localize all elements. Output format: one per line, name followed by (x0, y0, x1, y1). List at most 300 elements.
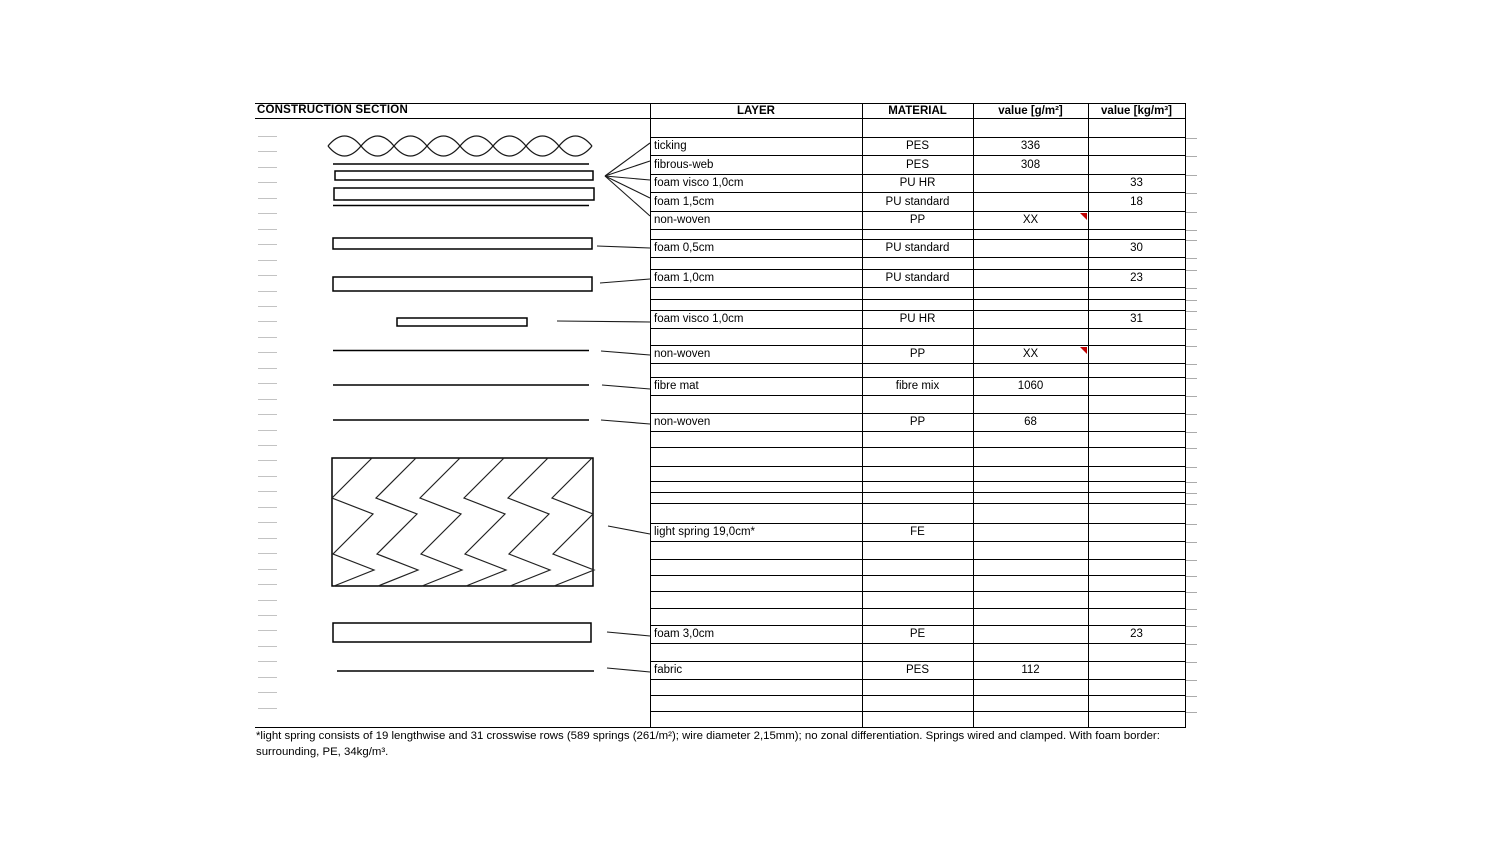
value-g-cell (973, 300, 1088, 310)
col-divider-1 (862, 103, 863, 728)
gridline-stub (258, 383, 277, 384)
table-row-empty (650, 482, 1185, 493)
comment-marker-icon (1080, 347, 1087, 354)
material-cell: PES (905, 159, 929, 171)
gridline-stub (1186, 311, 1197, 312)
value-kg-cell (1088, 364, 1185, 377)
gridline-stub (258, 275, 277, 276)
layer-cell (650, 288, 862, 299)
leader-line-foam-30 (607, 632, 650, 636)
gridline-stub (1186, 300, 1197, 301)
gridline-stub (1186, 626, 1197, 627)
layer-cell (650, 448, 862, 466)
value-kg-cell (1088, 696, 1185, 711)
value-g-cell (973, 240, 1088, 257)
value-kg-cell (1088, 414, 1185, 431)
value-kg-cell (1088, 258, 1185, 269)
material-cell (862, 448, 973, 466)
leader-line-fabric (607, 668, 650, 672)
value-g-cell: 112 (1021, 664, 1040, 676)
gridline-stub (258, 213, 277, 214)
gridline-stub (1186, 378, 1197, 379)
gridline-stub (1186, 662, 1197, 663)
material-cell (862, 609, 973, 625)
table-row-empty (650, 609, 1185, 626)
material-cell: PU standard (885, 242, 950, 254)
table-row-empty (650, 364, 1185, 378)
gridline-stub (1186, 346, 1197, 347)
layer-cell: foam visco 1,0cm (654, 177, 744, 189)
gridline-stub (1186, 288, 1197, 289)
value-g-cell: 1060 (1017, 380, 1044, 392)
layer-cell: foam 1,0cm (654, 272, 715, 284)
material-cell (862, 576, 973, 591)
value-kg-cell (1088, 448, 1185, 466)
table-row-empty (650, 504, 1185, 524)
gridline-stub (258, 677, 277, 678)
gridline-stub (258, 630, 277, 631)
col-divider-2 (973, 103, 974, 728)
value-kg-cell (1088, 288, 1185, 299)
value-g-cell (973, 230, 1088, 239)
gridline-stub (1186, 576, 1197, 577)
gridline-stub (258, 507, 277, 508)
gridline-stub (258, 352, 277, 353)
layer-cell (650, 696, 862, 711)
spring-box (332, 458, 593, 586)
value-g-cell (973, 467, 1088, 481)
value-g-cell (973, 560, 1088, 575)
table-row (650, 414, 1185, 432)
column-header-material: MATERIAL (888, 105, 947, 117)
spring-zigzag (376, 458, 418, 586)
gridline-stub (258, 182, 277, 183)
table-row-empty (650, 696, 1185, 712)
material-cell (862, 230, 973, 239)
table-row (650, 193, 1185, 212)
value-kg-cell (1088, 230, 1185, 239)
gridline-stub (258, 136, 277, 137)
foam-10-rect (333, 277, 592, 291)
gridline-stub (1186, 696, 1197, 697)
material-cell: PU standard (885, 272, 950, 284)
gridline-stub (258, 337, 277, 338)
table-row (650, 311, 1185, 329)
layer-cell (650, 609, 862, 625)
table-row-empty (650, 288, 1185, 300)
value-kg-cell (1088, 119, 1185, 137)
spring-zigzag (508, 458, 550, 586)
gridline-stub (258, 600, 277, 601)
gridline-stub (258, 244, 277, 245)
leader-line-ticking (605, 143, 650, 176)
gridline-stub (1186, 364, 1197, 365)
leader-line-foam-visco-2 (557, 321, 650, 322)
layer-cell (650, 576, 862, 591)
value-kg-cell: 23 (1130, 272, 1143, 284)
value-kg-cell (1088, 212, 1185, 229)
leader-line-foam-15 (605, 176, 650, 198)
layer-cell (650, 542, 862, 559)
leader-line-foam-10 (600, 279, 650, 283)
spring-zigzag (552, 458, 594, 586)
material-cell (862, 493, 973, 503)
gridline-stub (1186, 542, 1197, 543)
gridline-stub (1186, 138, 1197, 139)
material-cell: PU HR (899, 313, 936, 325)
gridline-stub (258, 198, 277, 199)
gridline-stub (1186, 175, 1197, 176)
gridline-stub (1186, 592, 1197, 593)
value-kg-cell (1088, 680, 1185, 695)
gridline-stub (258, 460, 277, 461)
value-g-cell (973, 329, 1088, 345)
value-kg-cell (1088, 609, 1185, 625)
leader-line-fibre-mat (602, 385, 650, 389)
value-kg-cell (1088, 300, 1185, 310)
layer-cell (650, 712, 862, 727)
gridline-stub (258, 260, 277, 261)
gridline-stub (1186, 524, 1197, 525)
layer-cell (650, 119, 862, 137)
gridline-stub (1186, 230, 1197, 231)
gridline-stub (1186, 680, 1197, 681)
material-cell (862, 542, 973, 559)
spring-zigzag-group (332, 458, 594, 586)
material-cell: PU standard (885, 196, 950, 208)
value-g-cell (973, 364, 1088, 377)
table-row-empty (650, 329, 1185, 346)
gridline-stub (258, 569, 277, 570)
layer-cell (650, 258, 862, 269)
value-kg-cell: 31 (1130, 313, 1143, 325)
gridline-stub (1186, 712, 1197, 713)
material-cell (862, 300, 973, 310)
ticking-wave-diagram (328, 136, 592, 156)
layer-cell (650, 504, 862, 523)
layer-cell (650, 432, 862, 447)
value-kg-cell: 33 (1130, 177, 1143, 189)
gridline-stub (258, 646, 277, 647)
gridline-stub (1186, 467, 1197, 468)
gridline-stub (258, 553, 277, 554)
layer-cell: non-woven (654, 416, 711, 428)
layer-cell (650, 467, 862, 481)
gridline-stub (258, 306, 277, 307)
table-row-empty (650, 493, 1185, 504)
value-kg-cell (1088, 644, 1185, 661)
gridline-stub (1186, 482, 1197, 483)
material-cell (862, 712, 973, 727)
value-g-cell (973, 482, 1088, 492)
table-row-empty (650, 300, 1185, 311)
material-cell: PP (909, 348, 926, 360)
value-g-cell (973, 609, 1088, 625)
material-cell (862, 467, 973, 481)
material-cell: PP (909, 214, 926, 226)
material-cell (862, 680, 973, 695)
table-row (650, 156, 1185, 175)
table-row (650, 240, 1185, 258)
table-row (650, 270, 1185, 288)
leader-lines (557, 246, 650, 672)
table-row-empty (650, 230, 1185, 240)
value-kg-cell (1088, 712, 1185, 727)
material-cell (862, 504, 973, 523)
gridline-stub (1186, 212, 1197, 213)
table-row (650, 212, 1185, 230)
gridline-stub (1186, 560, 1197, 561)
material-cell (862, 119, 973, 137)
material-cell (862, 560, 973, 575)
material-cell (862, 329, 973, 345)
table-row-empty (650, 467, 1185, 482)
layer-cell: non-woven (654, 348, 711, 360)
gridline-stub (1186, 270, 1197, 271)
table-row (650, 175, 1185, 193)
table-row-empty (650, 576, 1185, 592)
value-g-cell (973, 270, 1088, 287)
value-g-cell (973, 396, 1088, 413)
section-title: CONSTRUCTION SECTION (257, 104, 408, 116)
material-cell (862, 696, 973, 711)
leader-line-foam-visco (605, 176, 650, 180)
layer-cell: foam visco 1,0cm (654, 313, 744, 325)
value-g-cell (973, 712, 1088, 727)
gridline-stub (1186, 193, 1197, 194)
layer-cell (650, 396, 862, 413)
table-row-empty (650, 258, 1185, 270)
foam-30-rect (333, 623, 591, 642)
leader-line-light-spring (608, 526, 650, 534)
material-cell (862, 432, 973, 447)
value-kg-cell (1088, 592, 1185, 608)
value-g-cell (973, 644, 1088, 661)
gridline-stub (258, 692, 277, 693)
value-kg-cell (1088, 138, 1185, 155)
gridline-stub (1186, 493, 1197, 494)
value-kg-cell (1088, 396, 1185, 413)
gridline-stub (258, 538, 277, 539)
column-header-value-kg: value [kg/m³] (1101, 105, 1172, 117)
value-kg-cell (1088, 432, 1185, 447)
value-g-cell (973, 504, 1088, 523)
material-cell (862, 258, 973, 269)
value-g-cell (973, 448, 1088, 466)
material-cell (862, 364, 973, 377)
table-row (650, 524, 1185, 542)
gridline-stub (258, 661, 277, 662)
value-kg-cell (1088, 378, 1185, 395)
gridline-stub (258, 151, 277, 152)
gridline-stub (1186, 396, 1197, 397)
table-row-empty (650, 432, 1185, 448)
layer-cell (650, 493, 862, 503)
gridline-stub (258, 708, 277, 709)
value-g-cell (973, 493, 1088, 503)
value-g-cell (973, 311, 1088, 328)
value-kg-cell (1088, 542, 1185, 559)
gridline-stub (1186, 609, 1197, 610)
table-row (650, 378, 1185, 396)
material-cell: fibre mix (895, 380, 940, 392)
material-cell: PES (905, 140, 929, 152)
material-cell: PP (909, 416, 926, 428)
gridline-stub (258, 476, 277, 477)
table-row-empty (650, 396, 1185, 414)
layer-cell: ticking (654, 140, 687, 152)
layer-cell: foam 0,5cm (654, 242, 715, 254)
value-g-cell (973, 576, 1088, 591)
footnote: *light spring consists of 19 lengthwise and 31 crosswise rows (589 springs (261/m²); wire diameter 2,15mm); no zonal differentiation. Springs wired and clamped. With foam border: surrounding, PE, 34kg/m³. (256, 730, 1160, 758)
table-row-empty (650, 712, 1185, 728)
foam-visco-10-rect (335, 171, 593, 180)
leader-line-non-woven-3 (601, 420, 650, 424)
value-kg-cell (1088, 346, 1185, 363)
value-kg-cell (1088, 504, 1185, 523)
layer-cell (650, 644, 862, 661)
material-cell (862, 396, 973, 413)
value-kg-cell: 18 (1130, 196, 1143, 208)
material-cell (862, 482, 973, 492)
material-cell (862, 644, 973, 661)
gridline-stub (258, 615, 277, 616)
value-g-cell: XX (1022, 348, 1039, 360)
gridline-stub (258, 584, 277, 585)
gridline-stub (258, 491, 277, 492)
layer-cell (650, 680, 862, 695)
layer-cell: fibrous-web (654, 159, 714, 171)
material-cell (862, 592, 973, 608)
layer-cell (650, 364, 862, 377)
gridline-stub (258, 167, 277, 168)
layer-cell: foam 3,0cm (654, 628, 715, 640)
spring-zigzag (420, 458, 462, 586)
table-row-empty (650, 542, 1185, 560)
col-divider-3 (1088, 103, 1089, 728)
leader-line-non-woven-1 (605, 176, 650, 216)
column-header-value-g: value [g/m²] (998, 105, 1063, 117)
table-row-empty (650, 644, 1185, 662)
layer-cell: foam 1,5cm (654, 196, 715, 208)
comment-marker-icon (1080, 213, 1087, 220)
value-kg-cell: 23 (1130, 628, 1143, 640)
value-g-cell: 68 (1024, 416, 1037, 428)
value-kg-cell (1088, 482, 1185, 492)
value-kg-cell: 30 (1130, 242, 1143, 254)
gridline-stub (258, 291, 277, 292)
layer-cell (650, 592, 862, 608)
value-g-cell (973, 288, 1088, 299)
foam-05-rect (333, 238, 592, 249)
table-row (650, 626, 1185, 644)
gridline-stub (258, 522, 277, 523)
material-cell: PES (905, 664, 929, 676)
gridline-stub (1186, 448, 1197, 449)
table-row (650, 346, 1185, 364)
layer-cell: light spring 19,0cm* (654, 526, 755, 538)
spring-zigzag (332, 458, 374, 586)
table-row-empty (650, 592, 1185, 609)
table-row (650, 138, 1185, 156)
layer-cell (650, 560, 862, 575)
leader-line-non-woven-2 (601, 351, 650, 355)
value-g-cell: 308 (1020, 159, 1041, 171)
value-g-cell (973, 524, 1088, 541)
leader-line-fibrous-web (605, 161, 650, 176)
layer-cell: fabric (654, 664, 683, 676)
table-row-empty (650, 448, 1185, 467)
value-g-cell (973, 542, 1088, 559)
column-header-layer: LAYER (737, 105, 775, 117)
table-row (650, 662, 1185, 680)
value-kg-cell (1088, 493, 1185, 503)
table-right-border (1185, 103, 1186, 728)
layer-cell (650, 329, 862, 345)
gridline-stub (1186, 258, 1197, 259)
gridline-stub (258, 321, 277, 322)
gridline-stub (1186, 329, 1197, 330)
value-g-cell (973, 680, 1088, 695)
value-kg-cell (1088, 156, 1185, 174)
gridline-stub (1186, 156, 1197, 157)
gridline-stub (1186, 432, 1197, 433)
table-row-empty (650, 119, 1185, 138)
value-kg-cell (1088, 560, 1185, 575)
gridline-stub (1186, 414, 1197, 415)
gridline-stub (1186, 644, 1197, 645)
spring-zigzag (464, 458, 506, 586)
layer-cell (650, 300, 862, 310)
value-g-cell: XX (1022, 214, 1039, 226)
value-g-cell (973, 592, 1088, 608)
value-g-cell: 336 (1020, 140, 1041, 152)
table-row-empty (650, 680, 1185, 696)
layer-cell (650, 482, 862, 492)
material-cell: PU HR (899, 177, 936, 189)
gridline-stub (1186, 504, 1197, 505)
value-kg-cell (1088, 524, 1185, 541)
value-g-cell (973, 119, 1088, 137)
gridline-stub (258, 414, 277, 415)
gridline-stub (258, 399, 277, 400)
material-cell: FE (910, 526, 925, 538)
value-kg-cell (1088, 576, 1185, 591)
value-kg-cell (1088, 329, 1185, 345)
material-cell: PE (909, 628, 926, 640)
value-g-cell (973, 696, 1088, 711)
material-cell (862, 288, 973, 299)
value-g-cell (973, 258, 1088, 269)
gridline-stub (1186, 240, 1197, 241)
table-row-empty (650, 560, 1185, 576)
value-g-cell (973, 193, 1088, 211)
value-kg-cell (1088, 467, 1185, 481)
value-g-cell (973, 432, 1088, 447)
table-left-border (650, 103, 651, 728)
value-g-cell (973, 626, 1088, 643)
value-g-cell (973, 175, 1088, 192)
value-kg-cell (1088, 662, 1185, 679)
layer-cell (650, 230, 862, 239)
gridline-stub (258, 430, 277, 431)
foam-visco-small-rect (397, 318, 527, 326)
layer-cell: non-woven (654, 214, 711, 226)
foam-15-rect (334, 188, 594, 200)
gridline-stub (258, 229, 277, 230)
layer-cell: fibre mat (654, 380, 699, 392)
gridline-stub (258, 368, 277, 369)
